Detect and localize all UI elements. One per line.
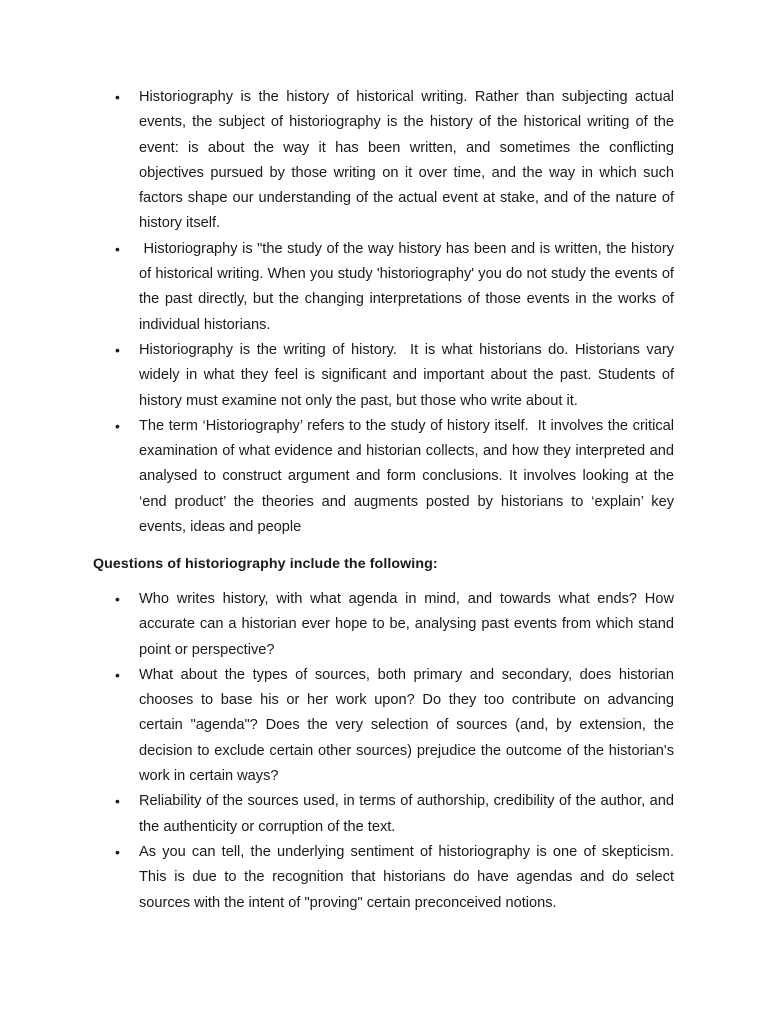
bullet-text: The term ‘Historiography’ refers to the study of history itself. It involves the critical examination of what evidence and historian collects, and how they interpreted and analysed to construct argument and form conclusions. It involves looking at the ‘end product’ the theories and augments posted by historians to ‘explain’ key events, ideas and people	[139, 417, 674, 536]
list-item	[115, 85, 674, 237]
bullet-icon: •	[115, 89, 120, 105]
bullet-icon: •	[115, 417, 120, 434]
bullet-text: What about the types of sources, both primary and secondary, does historian chooses to base his or her work upon? Do they too contribute on advancing certain "agenda"? Does the very selection of sources (and, by extension, the decision to exclude certain other sources) prejudice the outcome of the historian's work in certain ways?	[139, 666, 674, 785]
bullet-text: Who writes history, with what agenda in mind, and towards what ends? How accurate can a historian ever hope to be, analysing past events from which stand point or perspective?	[139, 591, 674, 658]
bullet-icon: •	[115, 591, 120, 607]
list-item	[115, 840, 674, 916]
questions-bullet-list	[115, 587, 674, 916]
bullet-icon: •	[115, 793, 120, 810]
intro-bullet-list	[115, 85, 674, 540]
bullet-text: Historiography is the history of historical writing. Rather than subjecting actual events, the subject of historiography is the history of the historical writing of the event: is about the way it has been written, and sometimes the conflicting objectives pursued by those writing on it over time, and the way in which such factors shape our understanding of the actual event at stake, and of the nature of history itself.	[139, 89, 674, 232]
bullet-text: Historiography is the writing of history. It is what historians do. Historians vary widely in what they feel is significant and important about the past. Students of history must examine not only the past, but those who write about it.	[139, 341, 674, 409]
bullet-text: As you can tell, the underlying sentiment of historiography is one of skepticism. This is due to the recognition that historians do have agendas and do select sources with the intent of "proving" certain preconceived notions.	[139, 843, 674, 911]
list-item	[115, 663, 674, 789]
list-item	[115, 414, 674, 540]
questions-heading: Questions of historiography include the following:	[93, 556, 438, 572]
list-item	[115, 338, 674, 414]
list-item	[115, 587, 674, 663]
list-item	[115, 237, 674, 338]
bullet-icon: •	[115, 666, 120, 683]
bullet-text: Reliability of the sources used, in terms of authorship, credibility of the author, and the authenticity or corruption of the text.	[139, 793, 674, 835]
bullet-text: Historiography is "the study of the way history has been and is written, the history of historical writing. When you study 'historiography' you do not study the events of the past directly, but the changing interpretations of those events in the works of individual historians.	[139, 240, 674, 333]
bullet-icon: •	[115, 843, 120, 860]
bullet-icon: •	[115, 240, 120, 257]
bullet-icon: •	[115, 341, 120, 358]
list-item	[115, 789, 674, 840]
